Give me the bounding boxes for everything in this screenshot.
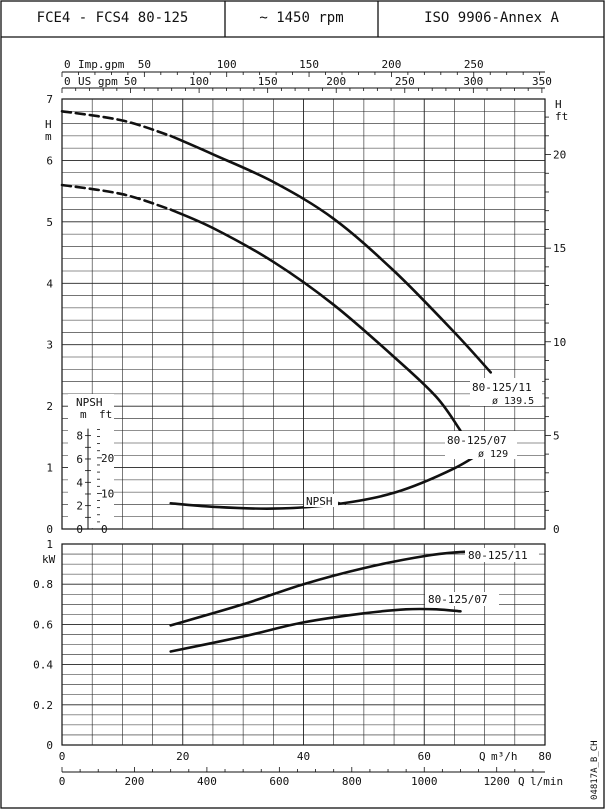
- series-sublabel-80-125-11: ø 139.5: [492, 396, 535, 407]
- head-m-tick-label: 0: [46, 523, 53, 536]
- head-ft-tick-label: 10: [553, 335, 567, 349]
- flow-m3h-axis-label: Q: [479, 750, 486, 763]
- head-ft-tick-label: 0: [553, 523, 560, 536]
- flow-m3h-tick-label: 20: [176, 750, 190, 763]
- header-speed: ~ 1450 rpm: [259, 10, 344, 26]
- us-gpm-axis-label: US gpm: [78, 75, 118, 88]
- flow-lmin-unit-label: l/min: [530, 775, 564, 788]
- us-gpm-tick-label: 150: [257, 75, 278, 88]
- imp-gpm-axis-label: Imp.gpm: [78, 58, 125, 71]
- npsh-ft-tick-label: 10: [101, 487, 115, 501]
- head-ft-unit-label: ft: [555, 110, 569, 123]
- flow-lmin-tick-label: 400: [196, 775, 217, 788]
- head-ft-axis-label: H: [555, 98, 562, 111]
- npsh-ft-unit-label: ft: [99, 408, 113, 421]
- head-curve-0: [171, 136, 491, 373]
- us-gpm-tick-label: 50: [123, 75, 138, 88]
- imp-gpm-tick-label: 50: [137, 58, 151, 71]
- flow-m3h-tick-label: 60: [417, 750, 431, 763]
- series-label-80-125-11: 80-125/11: [472, 381, 532, 394]
- npsh-m-unit-label: m: [80, 408, 87, 421]
- drawing-code: 04817A_B_CH: [590, 740, 600, 800]
- head-m-tick-label: 1: [46, 461, 53, 475]
- flow-lmin-tick-label: 0: [58, 775, 66, 788]
- head-ft-tick-label: 15: [553, 242, 567, 256]
- head-m-tick-label: 6: [46, 154, 53, 168]
- head-m-unit-label: m: [45, 130, 52, 143]
- power-tick-label: 0.4: [33, 658, 53, 672]
- npsh-m-tick-label: 0: [76, 523, 83, 536]
- flow-lmin-axis-label: Q: [518, 775, 525, 788]
- series-sublabel-80-125-07: ø 129: [478, 449, 509, 460]
- series-label-npsh: NPSH: [306, 495, 333, 508]
- flow-m3h-tick-label: 0: [58, 750, 66, 763]
- power-tick-label: 0.6: [33, 618, 53, 632]
- us-gpm-tick-label: 0: [64, 75, 71, 88]
- power-label-80-125-07: 80-125/07: [428, 593, 488, 606]
- head-m-tick-label: 2: [46, 400, 53, 414]
- imp-gpm-tick-label: 100: [216, 58, 237, 71]
- flow-lmin-tick-label: 800: [341, 775, 362, 788]
- power-tick-label: 0: [46, 739, 53, 752]
- npsh-m-tick-label: 4: [76, 476, 83, 490]
- us-gpm-tick-label: 100: [189, 75, 210, 88]
- imp-gpm-tick-label: 250: [463, 58, 484, 71]
- power-tick-label: 1: [46, 538, 53, 551]
- flow-lmin-tick-label: 1200: [483, 775, 510, 788]
- power-tick-label: 0.2: [33, 698, 53, 712]
- head-m-tick-label: 4: [46, 277, 53, 291]
- us-gpm-tick-label: 200: [326, 75, 347, 88]
- flow-m3h-tick-label: 80: [538, 750, 552, 763]
- flow-lmin-tick-label: 600: [269, 775, 290, 788]
- npsh-axis-label: NPSH: [76, 396, 103, 409]
- us-gpm-tick-label: 250: [394, 75, 415, 88]
- npsh-ft-tick-label: 0: [101, 523, 108, 536]
- npsh-m-tick-label: 8: [76, 429, 83, 443]
- flow-m3h-tick-label: 40: [296, 750, 311, 763]
- imp-gpm-tick-label: 200: [381, 58, 402, 71]
- head-ft-tick-label: 20: [553, 148, 567, 162]
- head-m-axis-label: H: [45, 118, 52, 131]
- npsh-m-tick-label: 2: [76, 499, 83, 513]
- us-gpm-tick-label: 300: [463, 75, 484, 88]
- head-m-tick-label: 7: [46, 93, 53, 106]
- head-m-tick-label: 3: [46, 338, 53, 352]
- power-tick-label: 0.8: [33, 578, 53, 592]
- imp-gpm-tick-label: 0: [64, 58, 71, 71]
- head-m-tick-label: 5: [46, 215, 53, 229]
- header-standard: ISO 9906-Annex A: [424, 10, 559, 26]
- flow-lmin-tick-label: 1000: [411, 775, 438, 788]
- npsh-m-tick-label: 6: [76, 452, 83, 466]
- power-curve-1: [171, 609, 461, 652]
- power-axis-label: kW: [42, 553, 56, 566]
- head-ft-tick-label: 5: [553, 429, 560, 443]
- flow-m3h-unit-label: m³/h: [491, 750, 518, 763]
- flow-lmin-tick-label: 200: [124, 775, 145, 788]
- header-model: FCE4 - FCS4 80-125: [36, 10, 189, 26]
- series-label-80-125-07: 80-125/07: [447, 434, 507, 447]
- power-label-80-125-11: 80-125/11: [468, 549, 528, 562]
- imp-gpm-tick-label: 150: [299, 58, 319, 71]
- us-gpm-tick-label: 350: [531, 75, 552, 88]
- npsh-ft-tick-label: 20: [101, 451, 115, 465]
